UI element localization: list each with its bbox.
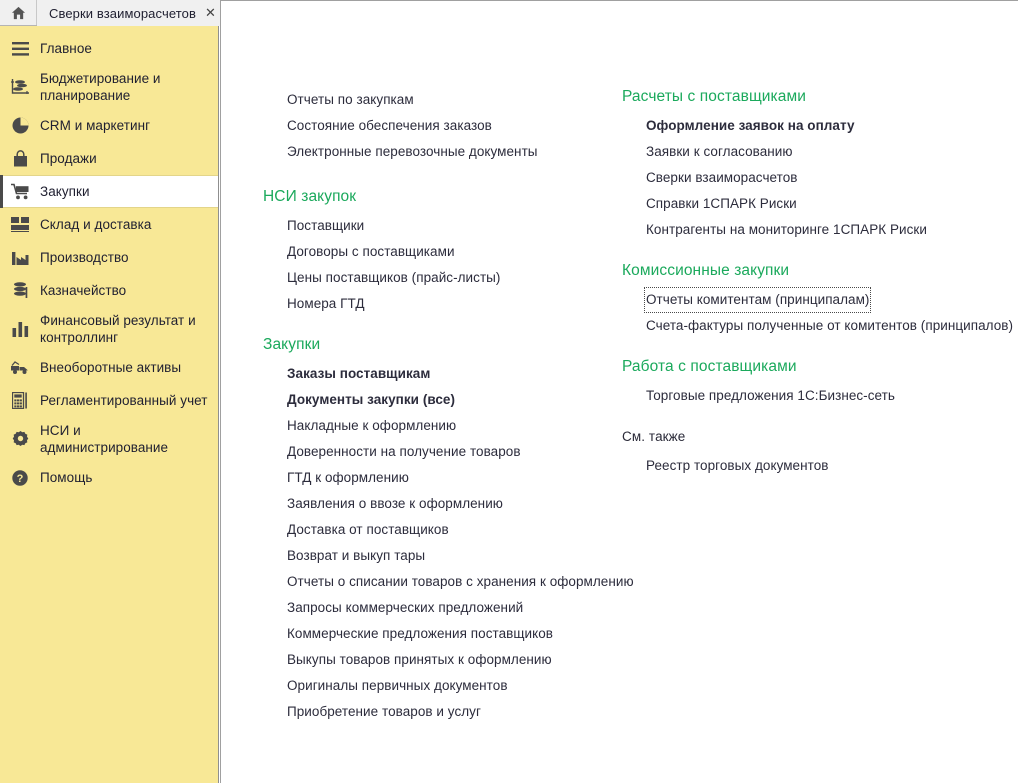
link-spravki-1spark-riski[interactable]: Справки 1СПАРК Риски <box>646 196 797 211</box>
svg-text:?: ? <box>16 472 24 485</box>
sidebar-item-label: НСИ и администрирование <box>40 423 169 455</box>
link-zayavki-k-soglasovaniyu[interactable]: Заявки к согласованию <box>646 144 793 159</box>
sidebar-item-label: Продажи <box>40 151 97 166</box>
sidebar-item-label: Закупки <box>40 184 90 199</box>
content-panel <box>220 0 1018 783</box>
section-heading: Закупки <box>263 336 321 353</box>
link-zayavleniya-o-vvoze-k-oformleniyu[interactable]: Заявления о ввозе к оформлению <box>287 496 503 511</box>
section-heading: Работа с поставщиками <box>622 358 797 375</box>
factory-icon <box>0 250 40 266</box>
section-heading: Расчеты с поставщиками <box>622 88 807 105</box>
sidebar-item-kaznacheystvo[interactable] <box>0 274 218 307</box>
sidebar-item-crm-marketing[interactable] <box>0 109 218 142</box>
link-gtd-k-oformleniyu[interactable]: ГТД к оформлению <box>287 470 409 485</box>
budget-chart-icon <box>0 78 40 96</box>
link-torgovye-predlozheniya-1c-biznes-set[interactable]: Торговые предложения 1С:Бизнес-сеть <box>646 388 895 403</box>
section-sm-takzhe <box>622 427 971 479</box>
link-postavshchiki[interactable]: Поставщики <box>287 218 365 233</box>
left-column <box>221 87 634 743</box>
ledger-book-icon <box>0 392 40 409</box>
sidebar-item-label: Внеоборотные активы <box>40 360 182 375</box>
sidebar-item-zakupki[interactable] <box>0 175 218 208</box>
home-icon <box>11 6 26 20</box>
gear-icon <box>0 431 40 448</box>
link-dogovory-s-postavshchikami[interactable]: Договоры с поставщиками <box>287 244 455 259</box>
link-otchety-o-spisanii-tovarov[interactable]: Отчеты о списании товаров с хранения к оформлению <box>287 574 634 589</box>
section-zakupki <box>263 335 634 725</box>
sidebar-item-label: Бюджетирование и планирование <box>40 71 161 103</box>
sidebar-item-label: Помощь <box>40 470 93 485</box>
sidebar-item-proizvodstvo[interactable] <box>0 241 218 274</box>
sidebar-item-nsi-administrirovanie[interactable] <box>0 417 218 461</box>
sidebar-item-label: Производство <box>40 250 129 265</box>
link-nomera-gtd[interactable]: Номера ГТД <box>287 296 365 311</box>
link-zakazy-postavshchikam[interactable]: Заказы поставщикам <box>287 366 431 381</box>
hamburger-menu-icon <box>0 42 40 56</box>
top-links-group <box>263 87 611 165</box>
link-priobretenie-tovarov-i-uslug[interactable]: Приобретение товаров и услуг <box>287 704 481 719</box>
sidebar-item-label: Главное <box>40 41 92 56</box>
link-dostavka-ot-postavshchikov[interactable]: Доставка от поставщиков <box>287 522 449 537</box>
link-oformlenie-zayavok-na-oplatu[interactable]: Оформление заявок на оплату <box>646 118 855 133</box>
section-raschety-s-postavshchikami <box>622 87 971 243</box>
sidebar-item-label: CRM и маркетинг <box>40 118 151 133</box>
sidebar-item-label: Регламентированный учет <box>40 393 208 408</box>
link-vozvrat-i-vykup-tary[interactable]: Возврат и выкуп тары <box>287 548 426 563</box>
link-otchety-komitentam[interactable]: Отчеты комитентам (принципалам) <box>644 287 871 313</box>
link-scheta-faktury-poluchennye[interactable]: Счета-фактуры полученные от комитентов (принципалов) <box>646 318 1014 333</box>
sidebar-item-glavnoe[interactable] <box>0 32 218 65</box>
section-komissionnye-zakupki <box>622 261 1014 339</box>
link-dokumenty-zakupki-vse[interactable]: Документы закупки (все) <box>287 392 456 407</box>
section-rabota-s-postavshchikami <box>622 357 971 409</box>
tab-sverki-vzaimoraschetov[interactable] <box>37 0 225 26</box>
section-heading: Комиссионные закупки <box>622 262 790 279</box>
warehouse-grid-icon <box>0 217 40 232</box>
sidebar-item-prodazhi[interactable] <box>0 142 218 175</box>
link-nakladnye-k-oformleniyu[interactable]: Накладные к оформлению <box>287 418 457 433</box>
section-nsi-zakupok <box>263 187 611 317</box>
link-reestr-torgovykh-dokumentov[interactable]: Реестр торговых документов <box>646 458 829 473</box>
link-doverennosti-na-poluchenie-tovarov[interactable]: Доверенности на получение товаров <box>287 444 521 459</box>
link-otchety-po-zakupkam[interactable]: Отчеты по закупкам <box>287 92 414 107</box>
sidebar-item-finansovyy-rezultat[interactable] <box>0 307 218 351</box>
truck-icon <box>0 360 40 375</box>
link-vykupy-tovarov-prinyatykh[interactable]: Выкупы товаров принятых к оформлению <box>287 652 552 667</box>
question-mark-icon <box>0 470 40 486</box>
sidebar-item-label: Склад и доставка <box>40 217 152 232</box>
bar-chart-icon <box>0 322 40 337</box>
home-button[interactable] <box>0 0 37 25</box>
sidebar-item-vneoborotnye-aktivy[interactable] <box>0 351 218 384</box>
coins-stack-icon <box>0 282 40 299</box>
content-columns <box>221 1 1018 743</box>
sidebar-item-sklad-dostavka[interactable] <box>0 208 218 241</box>
link-zaprosy-kommercheskikh-predlozheniy[interactable]: Запросы коммерческих предложений <box>287 600 524 615</box>
link-sostoyanie-obespecheniya-zakazov[interactable]: Состояние обеспечения заказов <box>287 118 492 133</box>
sidebar-item-label: Финансовый результат и контроллинг <box>40 313 196 345</box>
sidebar <box>0 26 219 783</box>
sidebar-item-byudzhetirovanie[interactable] <box>0 65 218 109</box>
section-heading: См. также <box>622 429 686 444</box>
link-elektronnye-perevozochnye-dokumenty[interactable]: Электронные перевозочные документы <box>287 144 538 159</box>
link-kontragenty-na-monitoringe-1spark-riski[interactable]: Контрагенты на мониторинге 1СПАРК Риски <box>646 222 927 237</box>
sidebar-item-reglamentirovannyy-uchet[interactable] <box>0 384 218 417</box>
shopping-bag-icon <box>0 150 40 167</box>
shopping-cart-icon <box>0 183 40 200</box>
tab-label: Сверки взаиморасчетов <box>49 5 196 21</box>
close-icon[interactable]: ✕ <box>204 5 216 21</box>
pie-chart-icon <box>0 117 40 134</box>
link-tseny-postavshchikov[interactable]: Цены поставщиков (прайс-листы) <box>287 270 501 285</box>
link-kommercheskie-predlozheniya-postavshchikov[interactable]: Коммерческие предложения поставщиков <box>287 626 554 641</box>
right-column <box>611 87 1014 743</box>
link-sverki-vzaimoraschetov[interactable]: Сверки взаиморасчетов <box>646 170 798 185</box>
sidebar-item-pomoshch[interactable] <box>0 461 218 494</box>
link-originaly-pervichnykh-dokumentov[interactable]: Оригиналы первичных документов <box>287 678 508 693</box>
section-heading: НСИ закупок <box>263 188 357 205</box>
sidebar-item-label: Казначейство <box>40 283 127 298</box>
